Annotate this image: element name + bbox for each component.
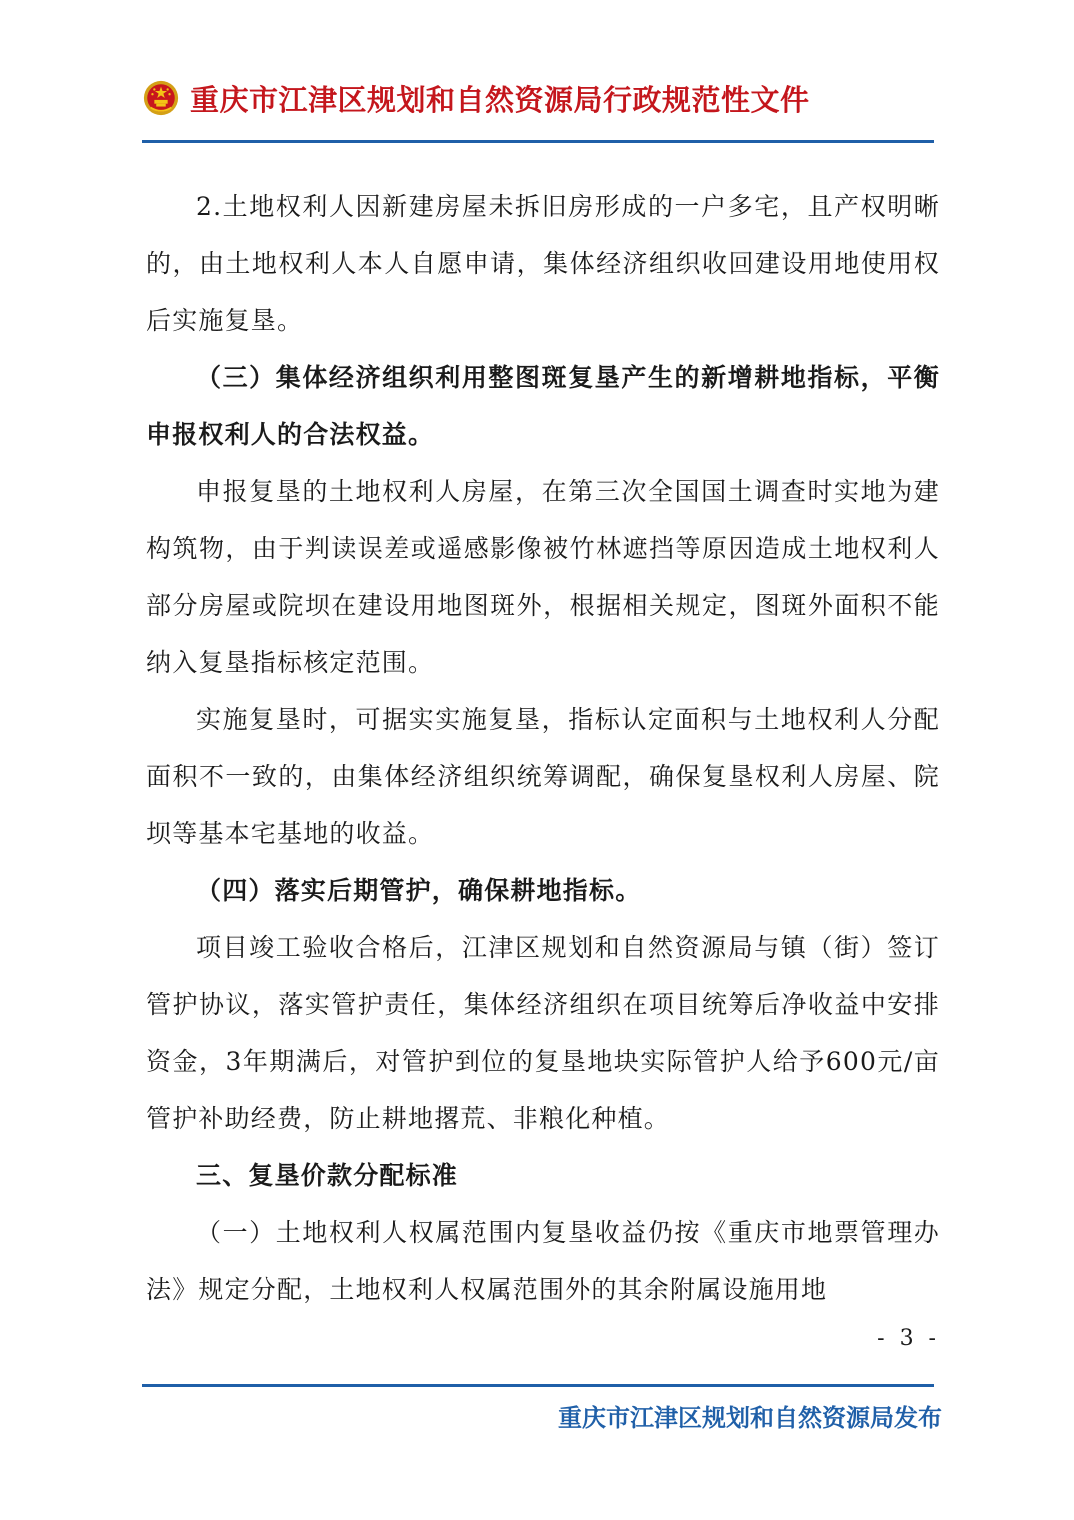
header-divider [142, 140, 934, 143]
document-header [142, 76, 810, 120]
section-heading: （三）集体经济组织利用整图斑复垦产生的新增耕地指标，平衡申报权利人的合法权益。 [146, 363, 940, 449]
paragraph: 实施复垦时，可据实实施复垦，指标认定面积与土地权利人分配面积不一致的，由集体经济组织统筹调配，确保复垦权利人房屋、院坝等基本宅基地的收益。 [146, 705, 940, 848]
page-number: - 3 - [877, 1326, 940, 1351]
paragraph: 项目竣工验收合格后，江津区规划和自然资源局与镇（街）签订管护协议，落实管护责任，集体经济组织在项目统筹后净收益中安排资金，3年期满后，对管护到位的复垦地块实际管护人给予600元/亩管护补助经费，防止耕地撂荒、非粮化种植。 [146, 933, 940, 1133]
paragraph: 2.土地权利人因新建房屋未拆旧房形成的一户多宅，且产权明晰的，由土地权利人本人自愿申请，集体经济组织收回建设用地使用权后实施复垦。 [146, 192, 940, 335]
paragraph: 申报复垦的土地权利人房屋，在第三次全国国土调查时实地为建构筑物，由于判读误差或遥感影像被竹林遮挡等原因造成土地权利人部分房屋或院坝在建设用地图斑外，根据相关规定，图斑外面积不能纳入复垦指标核定范围。 [146, 477, 940, 677]
section-heading: （四）落实后期管护，确保耕地指标。 [196, 876, 642, 905]
footer-divider [142, 1384, 934, 1387]
national-emblem-icon [142, 79, 180, 117]
paragraph: （一）土地权利人权属范围内复垦收益仍按《重庆市地票管理办法》规定分配，土地权利人权属范围外的其余附属设施用地 [146, 1218, 940, 1304]
header-title: 重庆市江津区规划和自然资源局行政规范性文件 [190, 82, 810, 117]
footer-publisher: 重庆市江津区规划和自然资源局发布 [558, 1404, 942, 1432]
document-body [146, 178, 940, 1318]
section-heading: 三、复垦价款分配标准 [196, 1161, 459, 1190]
